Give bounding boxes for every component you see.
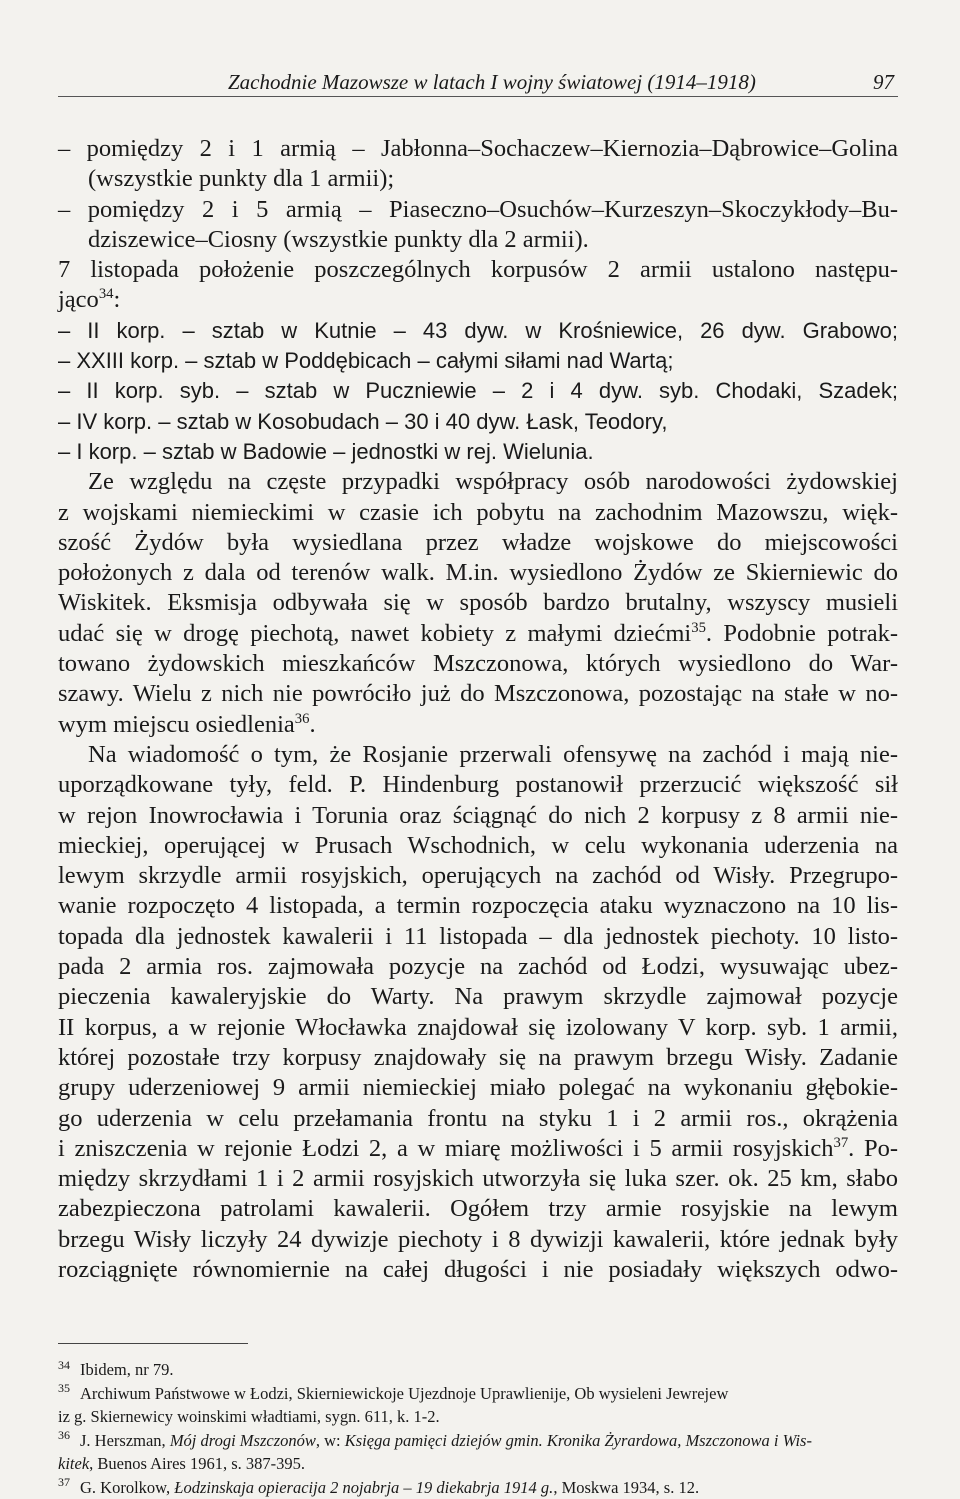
- footnote-ref: 34: [98, 286, 114, 303]
- footnote-text: Ibidem, nr 79.: [80, 1360, 174, 1380]
- footnote-number: 37: [58, 1475, 70, 1490]
- text-line: lewym skrzydle armii rosyjskich, operujących na zachód od Wisły. Przegrupo-: [58, 862, 898, 890]
- text-line: jąco$^{34}$:: [58, 286, 121, 314]
- footnote-separator: [58, 1343, 248, 1344]
- list-item: – II korp. – sztab w Kutnie – 43 dyw. w Krośniewice, 26 dyw. Grabowo;: [58, 317, 898, 343]
- footnote-34: [58, 1358, 898, 1382]
- text-fragment: . Po-: [848, 1134, 898, 1162]
- footnote-text: J. Herszman,: [80, 1430, 170, 1450]
- text-line: Wiskitek. Eksmisja odbywała się w sposób bardzo brutalny, wszyscy musieli: [58, 589, 898, 617]
- footnote-title: Mój drogi Mszczonów: [169, 1430, 316, 1450]
- text-line: [58, 1134, 898, 1164]
- footnote-35-continuation: iz g. Skiernewicy woinskimi władtiami, sygn. 611, k. 1-2.: [58, 1407, 440, 1427]
- text-fragment: wym miejscu osiedlenia: [58, 710, 295, 738]
- text-line: – pomiędzy 2 i 1 armią – Jabłonna–Sochaczew–Kiernozia–Dąbrowice–Golina: [58, 135, 898, 162]
- text-line: grupy uderzeniowej 9 armii niemieckiej miało polegać na wykonaniu głębokie-: [58, 1074, 898, 1102]
- text-fragment: jąco: [58, 286, 99, 314]
- text-fragment: udać się w drogę piechotą, nawet kobiety z małymi dziećmi: [58, 619, 692, 647]
- footnote-title: kitek: [58, 1454, 90, 1474]
- text-line: mieckiej, operującej w Prusach Wschodnich, w celu wykonania uderzenia na: [58, 831, 898, 859]
- footnote-title: Łodzinskaja opieracija 2 nojabrja – 19 diekabrja 1914 g.: [174, 1477, 554, 1497]
- list-item: – XXIII korp. – sztab w Poddębicach – całymi siłami nad Wartą;: [58, 348, 674, 374]
- footnote-36-continuation: [58, 1452, 898, 1476]
- text-line: [58, 619, 898, 649]
- text-line: 7 listopada położenie poszczególnych korpusów 2 armii ustalono następu-: [58, 256, 898, 284]
- footnote-text: G. Korolkow,: [80, 1477, 175, 1497]
- footnote-35: [58, 1382, 898, 1406]
- text-line: wym miejscu osiedlenia$^{36}$.: [58, 710, 316, 738]
- text-line: między skrzydłami 1 i 2 armii rosyjskich utworzyła się luka szer. ok. 25 km, słabo: [58, 1165, 898, 1193]
- text-line: topada dla jednostek kawalerii i 11 listopada – dla jednostek piechoty. 10 listo-: [58, 922, 898, 950]
- footnote-ref: 36: [294, 710, 310, 727]
- text-line: szość Żydów była wysiedlana przez władze wojskowe do miejscowości: [58, 528, 898, 556]
- text-fragment: . Podobnie potrak-: [705, 619, 899, 647]
- footnote-text: , Buenos Aires 1961, s. 387-395.: [89, 1454, 306, 1474]
- footnote-ref: 37: [833, 1134, 849, 1151]
- text-line: wanie rozpoczęto 4 listopada, a termin rozpoczęcia ataku wyznaczono na 10 lis-: [58, 892, 898, 920]
- text-line: Na wiadomość o tym, że Rosjanie przerwali ofensywę na zachód i mają nie-: [88, 740, 898, 768]
- text-line: – pomiędzy 2 i 5 armią – Piaseczno–Osuchów–Kurzeszyn–Skoczykłody–Bu-: [58, 195, 898, 223]
- running-title: Zachodnie Mazowsze w latach I wojny światowej (1914–1918): [228, 70, 756, 94]
- text-line: Ze względu na częste przypadki współpracy osób narodowości żydowskiej: [88, 468, 898, 496]
- text-line: (wszystkie punkty dla 1 armii);: [88, 165, 395, 193]
- page: [58, 62, 898, 1499]
- text-fragment: i zniszczenia w rejonie Łodzi 2, a w miarę możliwości i 5 armii rosyjskich: [58, 1134, 834, 1162]
- list-item: – I korp. – sztab w Badowie – jednostki w rej. Wielunia.: [58, 438, 594, 464]
- text-line: dziszewice–Ciosny (wszystkie punkty dla 2 armii).: [88, 225, 589, 253]
- page-number: 97: [873, 70, 894, 94]
- text-line: w rejon Inowrocławia i Torunia oraz ściągnąć do nich 2 korpusy z 8 armii nie-: [58, 801, 898, 829]
- footnote-number: 36: [58, 1428, 70, 1443]
- text-line: brzegu Wisły liczyły 24 dywizje piechoty i 8 dywizji kawalerii, które jednak były: [58, 1225, 898, 1253]
- text-line: położonych z dala od terenów walk. M.in. wysiedlono Żydów ze Skierniewic do: [58, 559, 898, 587]
- text-line: szawy. Wielu z nich nie powróciło już do Mszczonowa, pozostając na stałe w no-: [58, 680, 898, 708]
- footnote-text: Archiwum Państwowe w Łodzi, Skierniewickoje Ujezdnoje Uprawlienije, Ob wysieleni Jewrejew: [80, 1383, 729, 1403]
- text-line: towano żydowskich mieszkańców Mszczonowa, których wysiedlono do War-: [58, 650, 898, 678]
- text-line: pieczenia kawaleryjskie do Warty. Na prawym skrzydle zajmował pozycje: [58, 983, 898, 1011]
- text-line: uporządkowane tyły, feld. P. Hindenburg postanowił przerzucić większość sił: [58, 771, 898, 799]
- footnote-text: , Moskwa 1934, s. 12.: [553, 1477, 700, 1497]
- text-line: z wojskami niemieckimi w czasie ich pobytu na zachodnim Mazowszu, więk-: [58, 498, 898, 526]
- list-item: – IV korp. – sztab w Kosobudach – 30 i 40 dyw. Łask, Teodory,: [58, 408, 668, 434]
- footnote-number: 34: [58, 1357, 70, 1372]
- footnote-number: 35: [58, 1381, 70, 1396]
- list-item: – II korp. syb. – sztab w Puczniewie – 2 i 4 dyw. syb. Chodaki, Szadek;: [58, 378, 898, 404]
- text-line: go uderzenia w celu przełamania frontu na styku 1 i 2 armii ros., okrążenia: [58, 1104, 898, 1132]
- footnote-ref: 35: [691, 619, 706, 636]
- text-line: rozciągnięte równomiernie na całej długości i nie posiadały większych odwo-: [58, 1255, 898, 1283]
- running-header: [58, 62, 898, 97]
- body-text: [58, 134, 898, 1285]
- text-line: zabezpieczona patrolami kawalerii. Ogółem trzy armie rosyjskie na lewym: [58, 1195, 898, 1223]
- text-line: której pozostałe trzy korpusy znajdowały się na prawym brzegu Wisły. Zadanie: [58, 1043, 898, 1071]
- footnote-text: , w:: [315, 1430, 345, 1450]
- footnotes: [58, 1358, 898, 1499]
- text-line: II korpus, a w rejonie Włocławka znajdował się izolowany V korp. syb. 1 armii,: [58, 1013, 898, 1041]
- footnote-title: Księga pamięci dziejów gmin. Kronika Żyrardowa, Mszczonowa i Wis-: [344, 1430, 812, 1450]
- footnote-37: [58, 1476, 898, 1499]
- footnote-36: [58, 1429, 898, 1453]
- text-line: pada 2 armia ros. zajmowała pozycje na zachód od Łodzi, wysuwając ubez-: [58, 953, 898, 981]
